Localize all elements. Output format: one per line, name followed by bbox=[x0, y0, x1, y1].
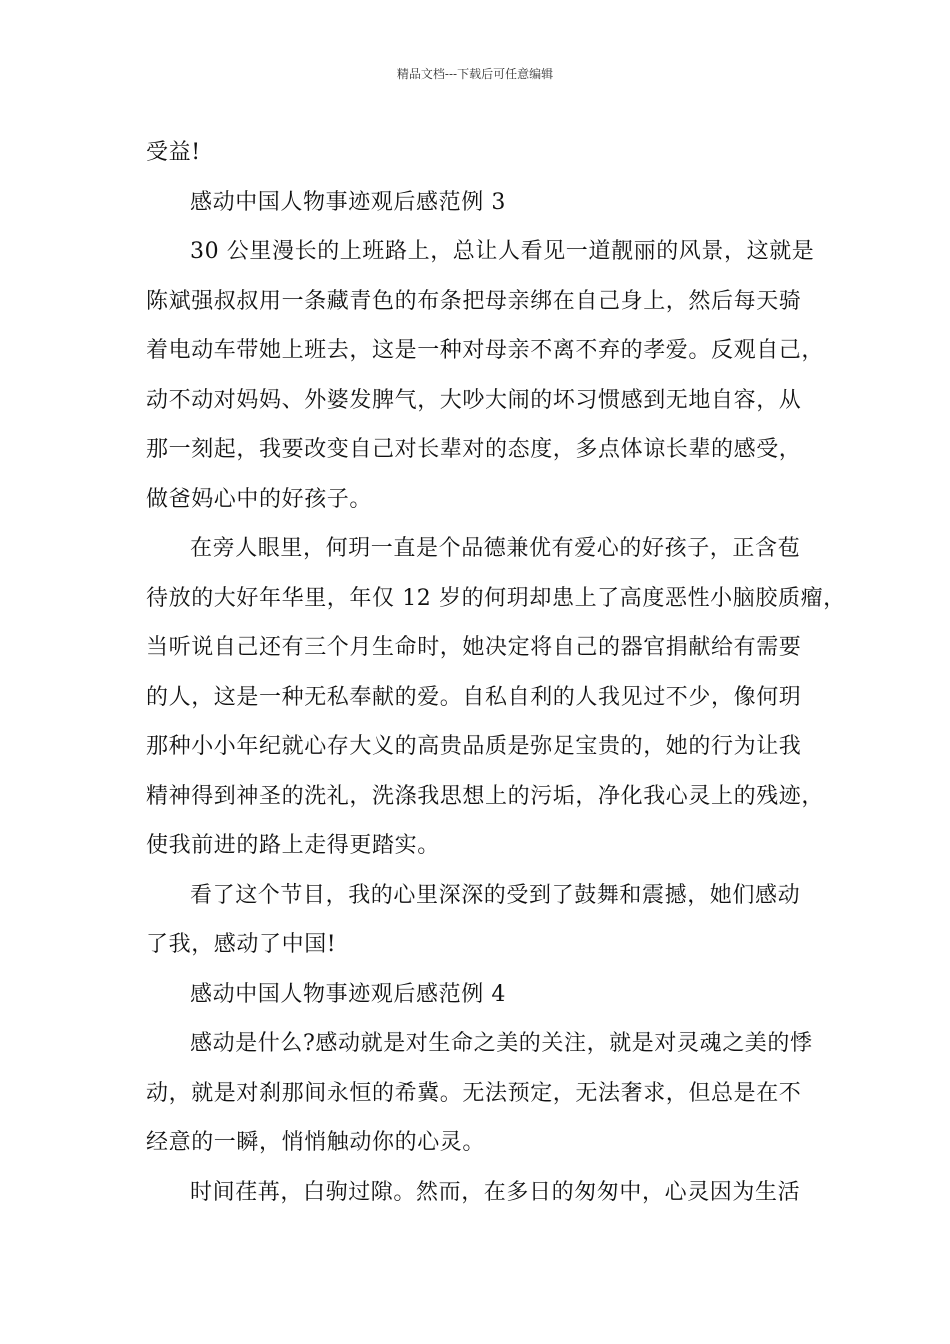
paragraph bbox=[146, 524, 846, 871]
section-heading bbox=[146, 970, 818, 1020]
text-line: 看了这个节目，我的心里深深的受到了鼓舞和震撼，她们感动 bbox=[190, 882, 801, 908]
text-line: 受益! bbox=[146, 140, 201, 165]
text-line: 精神得到神圣的洗礼，洗涤我思想上的污垢，净化我心灵上的残迹， bbox=[146, 783, 825, 809]
text-line: 30 公里漫长的上班路上，总让人看见一道靓丽的风景，这就是 bbox=[190, 239, 815, 264]
text-line: 动不动对妈妈、外婆发脾气，大吵大闹的坏习惯感到无地自容，从 bbox=[146, 387, 802, 413]
text-line: 当听说自己还有三个月生命时，她决定将自己的器官捐献给有需要 bbox=[146, 635, 802, 660]
paragraph bbox=[146, 1019, 818, 1168]
document-body bbox=[146, 128, 846, 1217]
text-line: 使我前进的路上走得更踏实。 bbox=[146, 833, 440, 858]
page-header: 精品文档---下载后可任意编辑 bbox=[396, 67, 554, 81]
text-line: 那种小小年纪就心存大义的高贵品质是弥足宝贵的，她的行为让我 bbox=[146, 734, 802, 759]
text-line: 感动中国人物事迹观后感范例 3 bbox=[190, 189, 506, 215]
text-line: 感动中国人物事迹观后感范例 4 bbox=[190, 981, 506, 1007]
text-line: 那一刻起，我要改变自己对长辈对的态度，多点体谅长辈的感受， bbox=[146, 437, 802, 462]
text-line: 动，就是对刹那间永恒的希冀。无法预定，无法奢求，但总是在不 bbox=[146, 1080, 802, 1106]
text-line: 时间荏苒，白驹过隙。然而，在多日的匆匆中，心灵因为生活 bbox=[190, 1179, 801, 1205]
text-line: 陈斌强叔叔用一条藏青色的布条把母亲绑在自己身上，然后每天骑 bbox=[146, 288, 802, 314]
text-line: 的人，这是一种无私奉献的爱。自私自利的人我见过不少，像何玥 bbox=[146, 684, 802, 710]
paragraph bbox=[146, 128, 818, 178]
paragraph bbox=[146, 1168, 818, 1218]
text-line: 待放的大好年华里，年仅 12 岁的何玥却患上了高度恶性小脑胶质瘤， bbox=[146, 585, 846, 611]
text-line: 经意的一瞬，悄悄触动你的心灵。 bbox=[146, 1130, 486, 1155]
text-line: 在旁人眼里，何玥一直是个品德兼优有爱心的好孩子，正含苞 bbox=[190, 536, 801, 561]
text-line: 了我，感动了中国! bbox=[146, 932, 337, 957]
text-line: 做爸妈心中的好孩子。 bbox=[146, 486, 373, 512]
paragraph bbox=[146, 871, 818, 970]
section-heading bbox=[146, 178, 818, 228]
text-line: 感动是什么?感动就是对生命之美的关注，就是对灵魂之美的悸 bbox=[190, 1031, 813, 1056]
paragraph bbox=[146, 227, 825, 524]
text-line: 着电动车带她上班去，这是一种对母亲不离不弃的孝爱。反观自己， bbox=[146, 338, 825, 363]
